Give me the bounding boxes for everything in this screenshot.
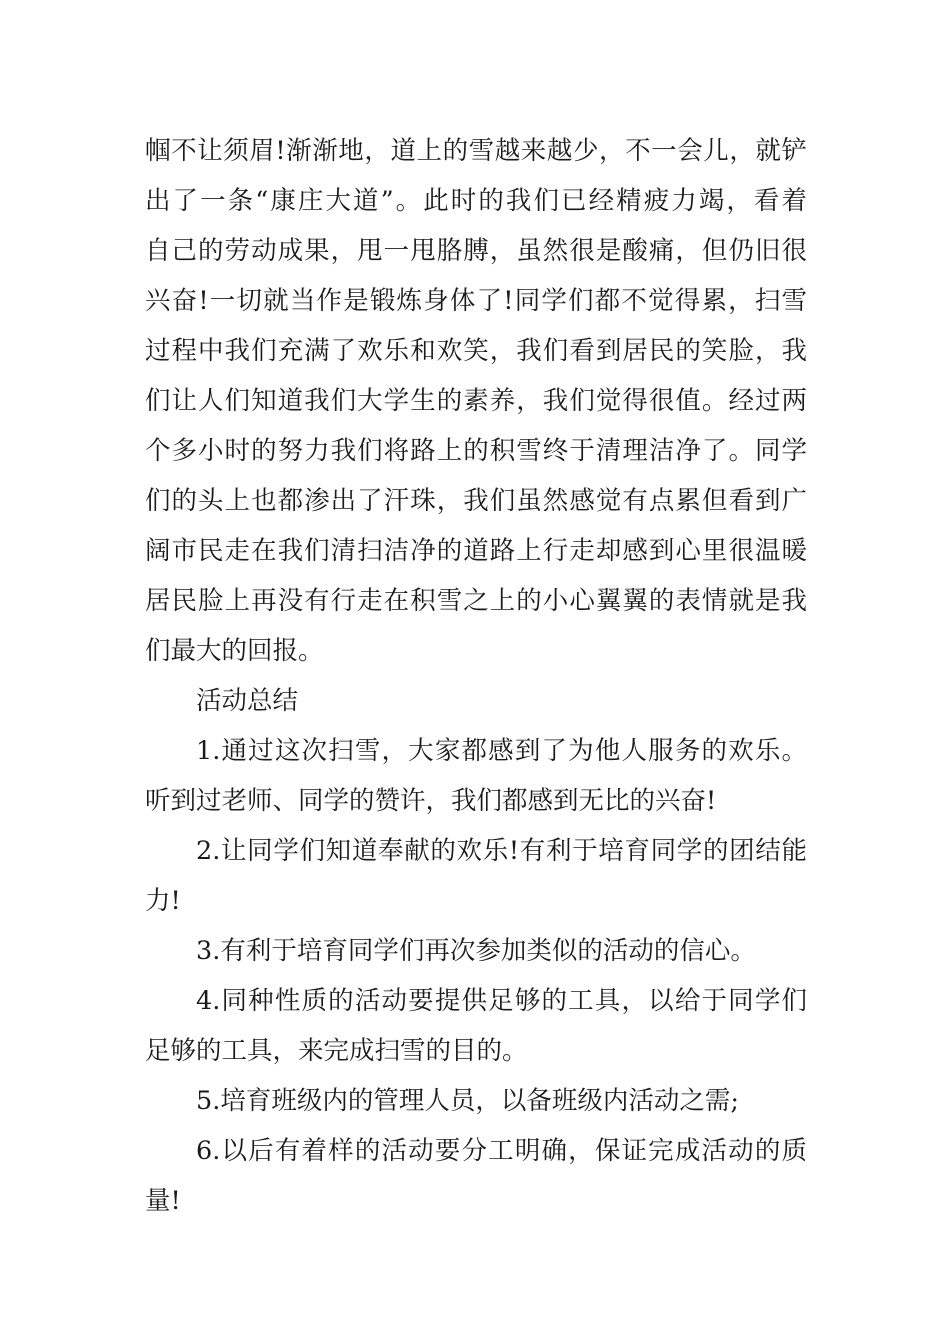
- body-paragraph: [145, 126, 807, 676]
- summary-item-line: 4.同种性质的活动要提供足够的工具，以给于同学们: [196, 986, 807, 1016]
- summary-item-line: 听到过老师、同学的赞许，我们都感到无比的兴奋!: [145, 786, 717, 816]
- paragraph-line: 居民脸上再没有行走在积雪之上的小心翼翼的表情就是我: [145, 586, 807, 616]
- summary-item-line: 1.通过这次扫雪，大家都感到了为他人服务的欢乐。: [196, 736, 807, 766]
- paragraph-line: 自己的劳动成果，甩一甩胳膊，虽然很是酸痛，但仍旧很: [145, 236, 807, 266]
- paragraph-line: 们最大的回报。: [145, 636, 324, 666]
- paragraph-line: 帼不让须眉!渐渐地，道上的雪越来越少，不一会儿，就铲: [145, 136, 807, 166]
- paragraph-line: 出了一条“康庄大道”。此时的我们已经精疲力竭，看着: [145, 186, 807, 216]
- summary-item: [145, 926, 807, 976]
- summary-item: [145, 976, 807, 1076]
- summary-item: [145, 1076, 807, 1126]
- summary-item-line: 3.有利于培育同学们再次参加类似的活动的信心。: [196, 936, 756, 966]
- summary-heading: 活动总结: [196, 686, 299, 716]
- paragraph-line: 阔市民走在我们清扫洁净的道路上行走却感到心里很温暖: [145, 536, 807, 566]
- summary-item-line: 6.以后有着样的活动要分工明确，保证完成活动的质: [196, 1136, 807, 1166]
- summary-section: [145, 676, 807, 1226]
- paragraph-line: 们的头上也都渗出了汗珠，我们虽然感觉有点累但看到广: [145, 486, 807, 516]
- summary-item: [145, 826, 807, 926]
- summary-item: [145, 1126, 807, 1226]
- summary-item: [145, 726, 807, 826]
- paragraph-line: 们让人们知道我们大学生的素养，我们觉得很值。经过两: [145, 386, 807, 416]
- summary-item-line: 5.培育班级内的管理人员，以备班级内活动之需;: [196, 1086, 739, 1116]
- summary-item-line: 量!: [145, 1186, 181, 1216]
- paragraph-line: 过程中我们充满了欢乐和欢笑，我们看到居民的笑脸，我: [145, 336, 807, 366]
- summary-item-line: 足够的工具，来完成扫雪的目的。: [145, 1036, 528, 1066]
- document-page: [145, 126, 807, 1226]
- paragraph-line: 个多小时的努力我们将路上的积雪终于清理洁净了。同学: [145, 436, 807, 466]
- summary-item-line: 力!: [145, 886, 181, 916]
- summary-item-line: 2.让同学们知道奉献的欢乐!有利于培育同学的团结能: [196, 836, 807, 866]
- paragraph-line: 兴奋!一切就当作是锻炼身体了!同学们都不觉得累，扫雪: [145, 286, 807, 316]
